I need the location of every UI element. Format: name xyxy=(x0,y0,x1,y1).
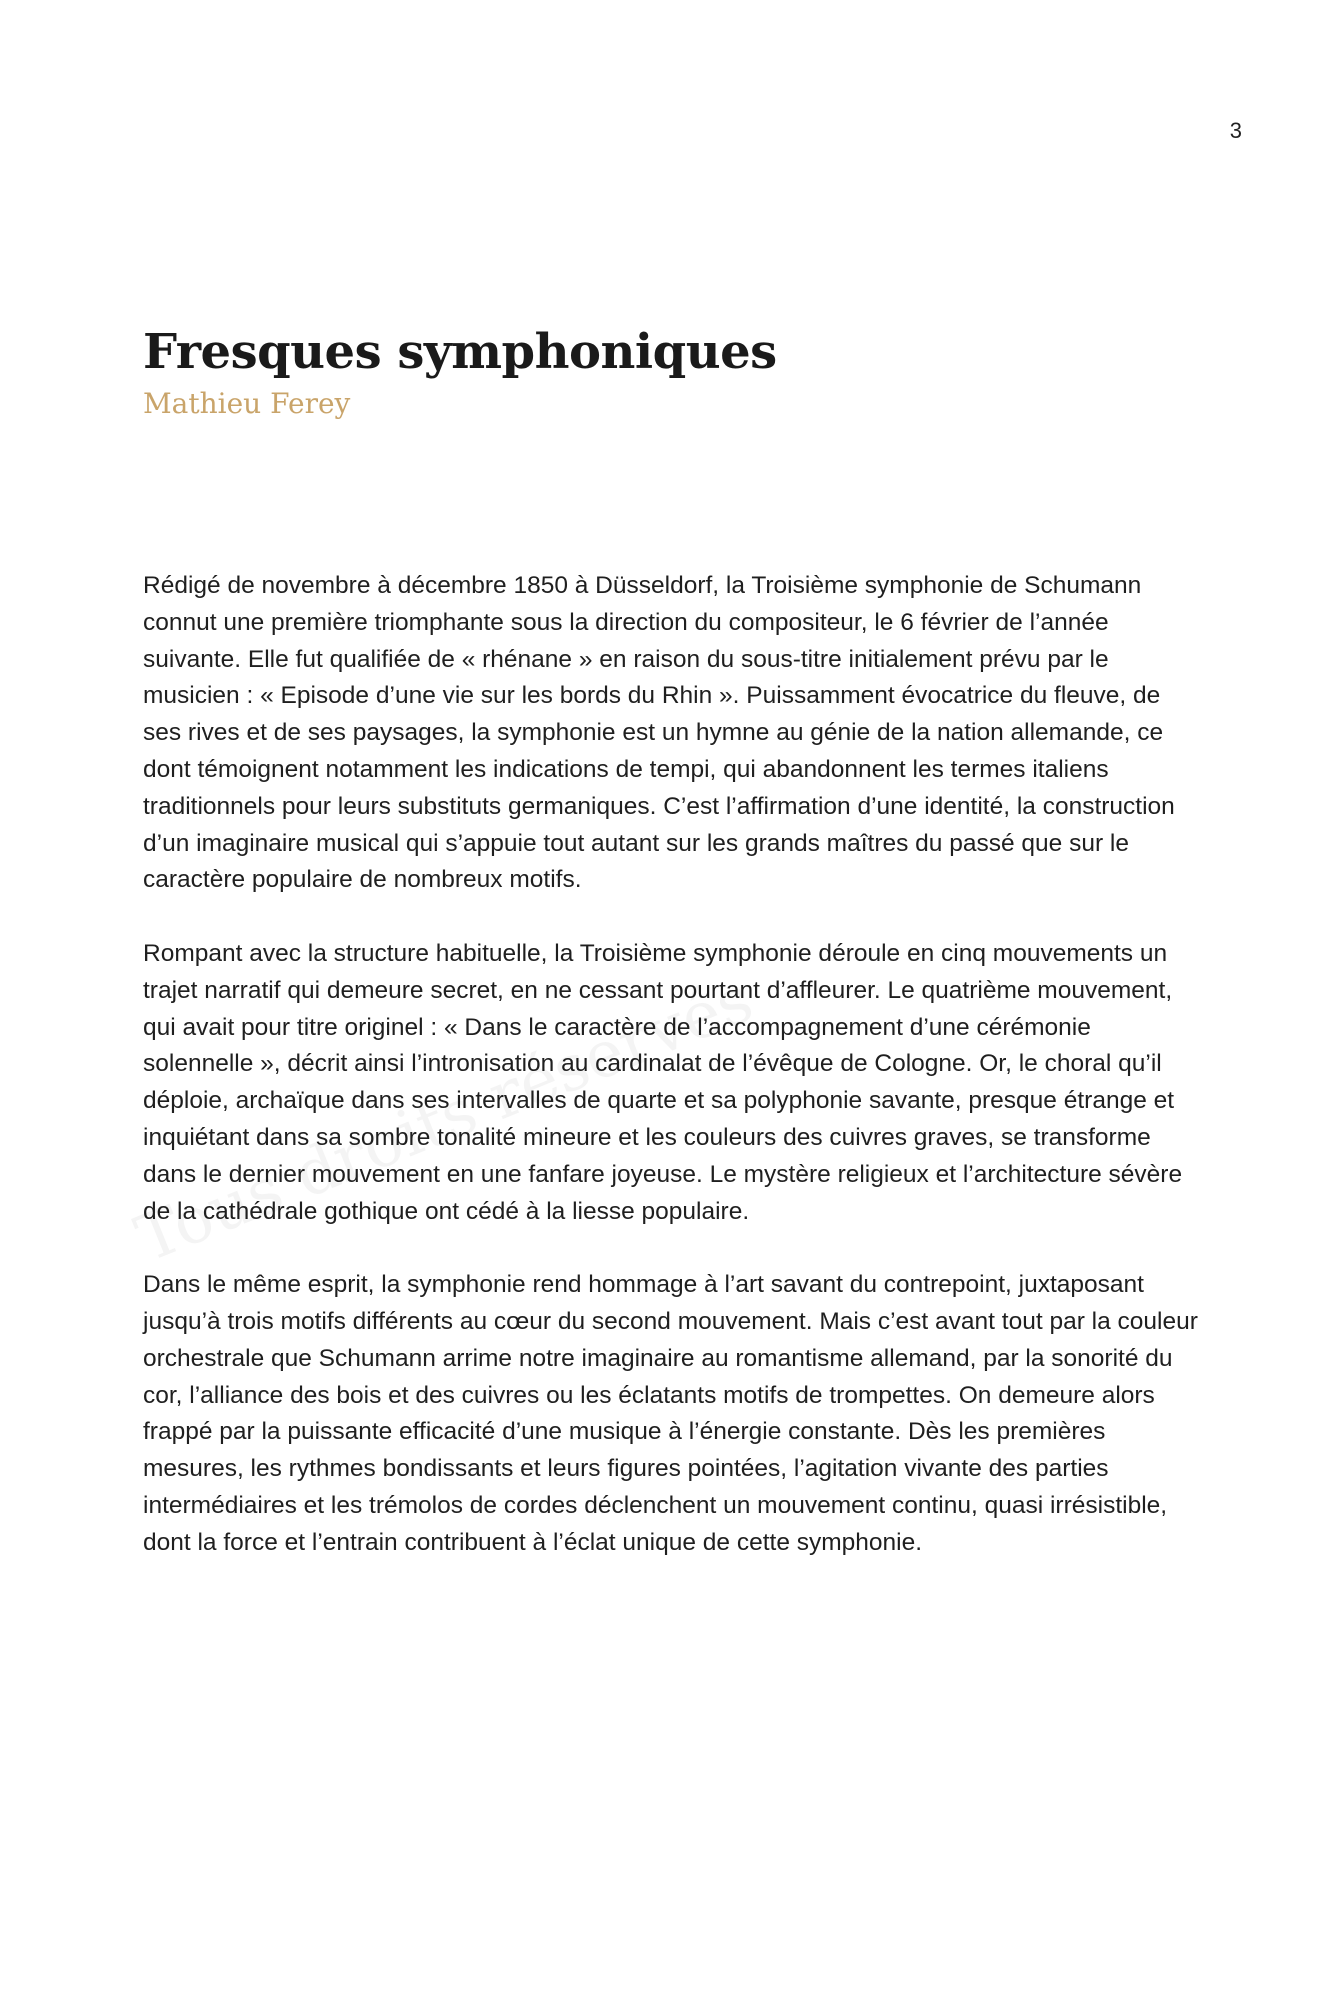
article-author: Mathieu Ferey xyxy=(143,387,351,420)
paragraph-3: Dans le même esprit, la symphonie rend hommage à l’art savant du contrepoint, juxtaposant jusqu’à trois motifs différents au cœur du second mouvement. Mais c’est avant tout par la couleur orchestrale que Schumann arrime notre imaginaire au romantisme allemand, par la sonorité du cor, l’alliance des bois et des cuivres ou les éclatants motifs de trompettes. On demeure alors frappé par la puissante efficacité d’une musique à l’énergie constante. Dès les premières mesures, les rythmes bondissants et leurs figures pointées, l’agitation vivante des parties intermédiaires et les trémolos de cordes déclenchent un mouvement continu, quasi irrésistible, dont la force et l’entrain contribuent à l’éclat unique de cette symphonie. xyxy=(143,1271,1198,1556)
paragraph-1: Rédigé de novembre à décembre 1850 à Düsseldorf, la Troisième symphonie de Schumann connut une première triomphante sous la direction du compositeur, le 6 février de l’année suivante. Elle fut qualifiée de « rhénane » en raison du sous-titre initialement prévu par le musicien : « Episode d’une vie sur les bords du Rhin ». Puissamment évocatrice du fleuve, de ses rives et de ses paysages, la symphonie est un hymne au génie de la nation allemande, ce dont témoignent notamment les indications de tempi, qui abandonnent les termes italiens traditionnels pour leurs substituts germaniques. C’est l’affirmation d’une identité, la construction d’un imaginaire musical qui s’appuie tout autant sur les grands maîtres du passé que sur le caractère populaire de nombreux motifs. xyxy=(143,572,1175,894)
article-body xyxy=(143,568,1201,1598)
page-number: 3 xyxy=(1229,118,1242,143)
article-title: Fresques symphoniques xyxy=(143,324,777,380)
paragraph-2: Rompant avec la structure habituelle, la Troisième symphonie déroule en cinq mouvements un trajet narratif qui demeure secret, en ne cessant pourtant d’affleurer. Le quatrième mouvement, qui avait pour titre originel : « Dans le caractère de l’accompagnement d’une cérémonie solennelle », décrit ainsi l’intronisation au cardinalat de l’évêque de Cologne. Or, le choral qu’il déploie, archaïque dans ses intervalles de quarte et sa polyphonie savante, presque étrange et inquiétant dans sa sombre tonalité mineure et les couleurs des cuivres graves, se transforme dans le dernier mouvement en une fanfare joyeuse. Le mystère religieux et l’architecture sévère de la cathédrale gothique ont cédé à la liesse populaire. xyxy=(143,939,1183,1225)
article-header xyxy=(143,320,777,424)
